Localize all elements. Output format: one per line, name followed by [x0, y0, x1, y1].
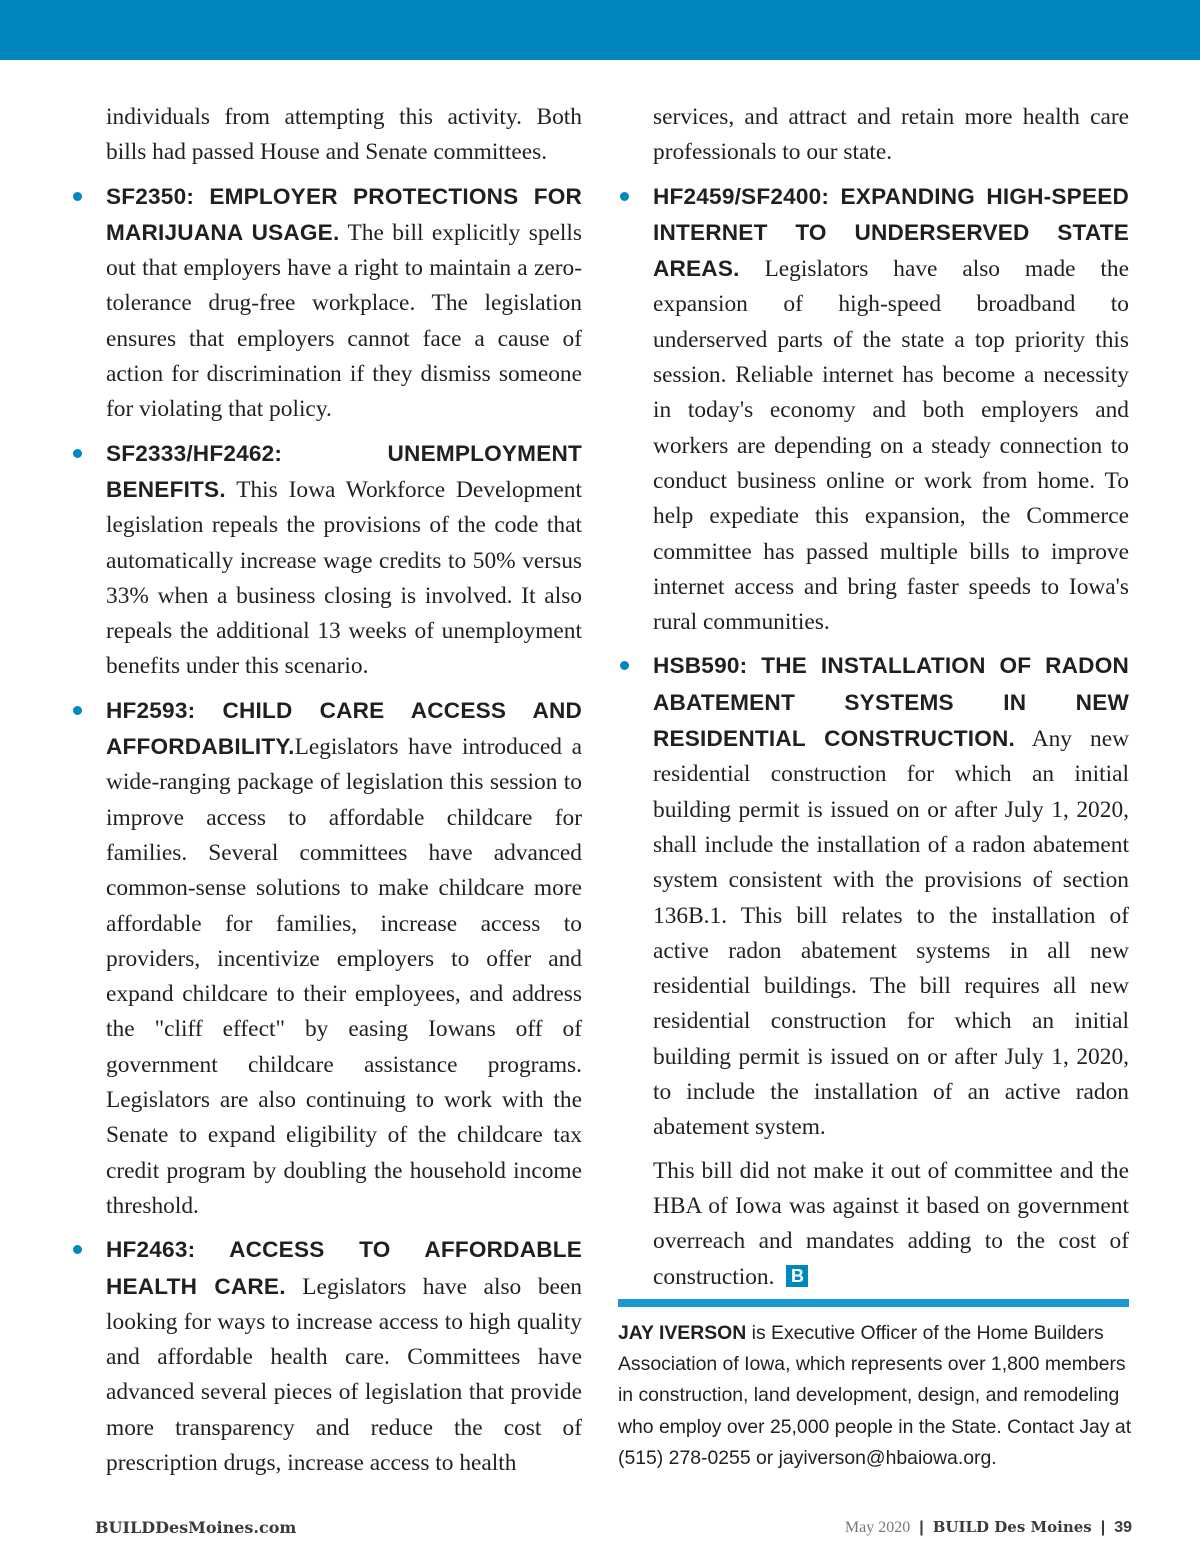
bill-title: SF2333/HF2462: UNEMPLOYMENT BENEFITS. — [106, 440, 582, 502]
bio-divider — [618, 1299, 1129, 1307]
bullet-icon — [73, 449, 82, 458]
right-column — [653, 100, 1129, 1295]
author-bio — [618, 1318, 1133, 1474]
bill-body: This Iowa Workforce Development legislation repeals the provisions of the code that automatically increase wage credits to 50% versus 33% when a business closing is involved. It also repeals the additional 13 weeks of unemployment benefits under this scenario. — [106, 476, 582, 680]
bill-title: HF2593: CHILD CARE ACCESS AND AFFORDABILITY. — [106, 697, 582, 760]
bill-body: Legislators have also been looking for ways to increase access to high quality and affordable health care. Committees have advanced several pieces of legislation that provide more transparency and reduce the cost of prescription drugs, increase access to health — [106, 1273, 582, 1476]
bill-item — [106, 693, 582, 1224]
left-intro-paragraph: individuals from attempting this activity. Both bills had passed House and Senate committees. — [106, 104, 582, 166]
bill-title: HF2463: ACCESS TO AFFORDABLE HEALTH CARE. — [106, 1237, 582, 1299]
bullet-icon — [73, 1245, 82, 1254]
footer-separator: | — [919, 1519, 924, 1536]
bill-title: SF2350: EMPLOYER PROTECTIONS FOR MARIJUANA USAGE. — [106, 183, 582, 245]
footer-issue-date: May 2020 — [844, 1519, 911, 1536]
bullet-icon — [73, 192, 82, 201]
closing-text: This bill did not make it out of committee and the HBA of Iowa was against it based on government overreach and mandates adding to the cost of construction. — [653, 1157, 1129, 1290]
bullet-icon — [620, 661, 629, 670]
bill-title: HF2459/SF2400: EXPANDING HIGH-SPEED INTERNET TO UNDERSERVED STATE AREAS. — [653, 183, 1129, 282]
footer-issue-info — [845, 1518, 1132, 1537]
bill-item — [106, 1232, 582, 1481]
author-bio-text: is Executive Officer of the Home Builders Association of Iowa, which represents over 1,800 members in construction, land development, design, and remodeling who employ over 25,000 people in the State. Contact Jay at (515) 278-0255 or jayiverson@hbaiowa.org. — [618, 1322, 1132, 1469]
bill-body: The bill explicitly spells out that employers have a right to maintain a zero-tolerance drug-free workplace. The legislation ensures that employers cannot face a cause of action for discrimination if they dismiss someone for violating that policy. — [106, 219, 582, 423]
footer-page-number: 39 — [1114, 1519, 1132, 1536]
bill-body: Legislators have introduced a wide-ranging package of legislation this session to improve access to affordable childcare for families. Several committees have advanced common-sense solutions to make childcare more affordable for families, increase access to providers, incentivize employers to offer and expand childcare to their employees, and address the "cliff effect" by easing Iowans off of government childcare assistance programs. Legislators are also continuing to work with the Senate to expand eligibility of the childcare tax credit program by doubling the household income threshold. — [106, 734, 582, 1219]
right-intro-paragraph: services, and attract and retain more health care professionals to our state. — [653, 104, 1129, 166]
bill-item — [106, 179, 582, 428]
left-column — [106, 100, 582, 1481]
closing-paragraph — [653, 1154, 1129, 1295]
bill-item — [653, 179, 1129, 641]
bill-body: Any new residential construction for which an initial building permit is issued on or after July 1, 2020, shall include the installation of a radon abatement system consistent with the provisions of section 136B.1. This bill relates to the installation of active radon abatement systems in all new residential buildings. The bill requires all new residential construction for which an initial building permit is issued on or after July 1, 2020, to include the installation of an active radon abatement system. — [653, 726, 1129, 1141]
bill-item — [653, 648, 1129, 1145]
build-logo-icon: B — [786, 1265, 808, 1287]
bill-item — [106, 436, 582, 685]
author-name: JAY IVERSON — [618, 1322, 747, 1344]
bill-title: HSB590: THE INSTALLATION OF RADON ABATEMENT SYSTEMS IN NEW RESIDENTIAL CONSTRUCTION. — [653, 653, 1129, 752]
bullet-icon — [620, 192, 629, 201]
bullet-icon — [73, 706, 82, 715]
footer-separator: | — [1100, 1519, 1106, 1536]
footer-magazine-name: BUILD Des Moines — [932, 1518, 1092, 1536]
bill-body: Legislators have also made the expansion of high-speed broadband to underserved parts of the state a top priority this session. Reliable internet has become a necessity in today's economy and both employers and workers are depending on a steady connection to conduct business online or work from home. To help expediate this expansion, the Commerce committee has passed multiple bills to improve internet access and bring faster speeds to Iowa's rural communities. — [653, 256, 1129, 636]
header-color-bar — [0, 0, 1200, 60]
footer-website: BUILDDesMoines.com — [95, 1518, 297, 1537]
